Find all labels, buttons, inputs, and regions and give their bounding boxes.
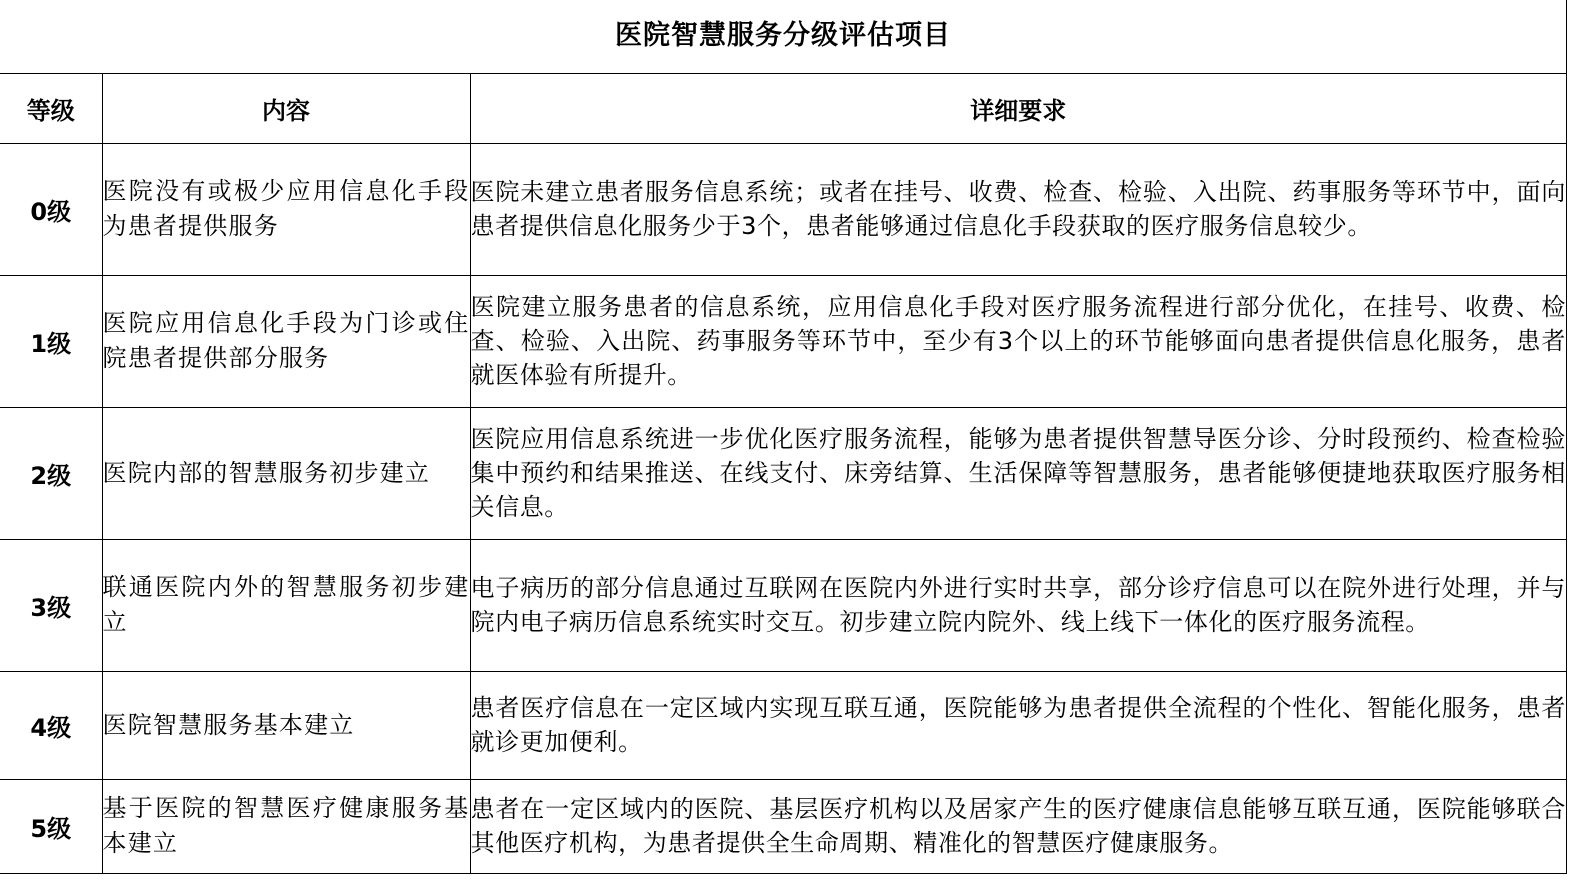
- detail-cell: [470, 407, 1566, 539]
- evaluation-table: [0, 74, 1566, 873]
- table-row: [0, 275, 1566, 407]
- content-text: 医院智慧服务基本建立: [102, 710, 355, 739]
- detail-cell: [470, 539, 1566, 671]
- level-cell: 0级: [0, 143, 102, 275]
- detail-cell: [470, 275, 1566, 407]
- content-cell: [102, 407, 470, 539]
- content-cell: [102, 539, 470, 671]
- content-cell: [102, 671, 470, 779]
- table-row: [0, 671, 1566, 779]
- table-row: [0, 407, 1566, 539]
- detail-text: 患者在一定区域内的医院、基层医疗机构以及居家产生的医疗健康信息能够互联互通，医院能够联合其他医疗机构，为患者提供全生命周期、精准化的智慧医疗健康服务。: [470, 795, 1566, 858]
- detail-text: 医院未建立患者服务信息系统；或者在挂号、收费、检查、检验、入出院、药事服务等环节中，面向患者提供信息化服务少于3个，患者能够通过信息化手段获取的医疗服务信息较少。: [470, 178, 1566, 240]
- level-cell: 5级: [0, 779, 102, 873]
- content-text: 基于医院的智慧医疗健康服务基本建立: [102, 794, 470, 858]
- table-row: [0, 143, 1566, 275]
- detail-cell: [470, 671, 1566, 779]
- level-cell: 2级: [0, 407, 102, 539]
- detail-text: 医院应用信息系统进一步优化医疗服务流程，能够为患者提供智慧导医分诊、分时段预约、检查检验集中预约和结果推送、在线支付、床旁结算、生活保障等智慧服务，患者能够便捷地获取医疗服务相关信息。: [470, 425, 1566, 521]
- header-detail: 详细要求: [470, 74, 1566, 143]
- content-text: 医院应用信息化手段为门诊或住院患者提供部分服务: [102, 309, 470, 372]
- table-row: [0, 779, 1566, 873]
- content-text: 医院内部的智慧服务初步建立: [102, 458, 431, 487]
- table-row: [0, 539, 1566, 671]
- detail-text: 电子病历的部分信息通过互联网在医院内外进行实时共享，部分诊疗信息可以在院外进行处理，并与院内电子病历信息系统实时交互。初步建立院内院外、线上线下一体化的医疗服务流程。: [470, 574, 1566, 636]
- header-content: 内容: [102, 74, 470, 143]
- content-text: 联通医院内外的智慧服务初步建立: [102, 573, 470, 636]
- detail-cell: [470, 143, 1566, 275]
- content-cell: [102, 143, 470, 275]
- content-cell: [102, 779, 470, 873]
- level-cell: 3级: [0, 539, 102, 671]
- detail-text: 患者医疗信息在一定区域内实现互联互通，医院能够为患者提供全流程的个性化、智能化服务，患者就诊更加便利。: [470, 694, 1566, 756]
- detail-cell: [470, 779, 1566, 873]
- detail-text: 医院建立服务患者的信息系统，应用信息化手段对医疗服务流程进行部分优化，在挂号、收费、检查、检验、入出院、药事服务等环节中，至少有3个以上的环节能够面向患者提供信息化服务，患者就医体验有所提升。: [470, 293, 1566, 389]
- header-level: 等级: [0, 74, 102, 143]
- level-cell: 4级: [0, 671, 102, 779]
- content-cell: [102, 275, 470, 407]
- header-row: [0, 74, 1566, 143]
- content-text: 医院没有或极少应用信息化手段为患者提供服务: [102, 177, 470, 240]
- level-cell: 1级: [0, 275, 102, 407]
- table-title: 医院智慧服务分级评估项目: [0, 0, 1566, 74]
